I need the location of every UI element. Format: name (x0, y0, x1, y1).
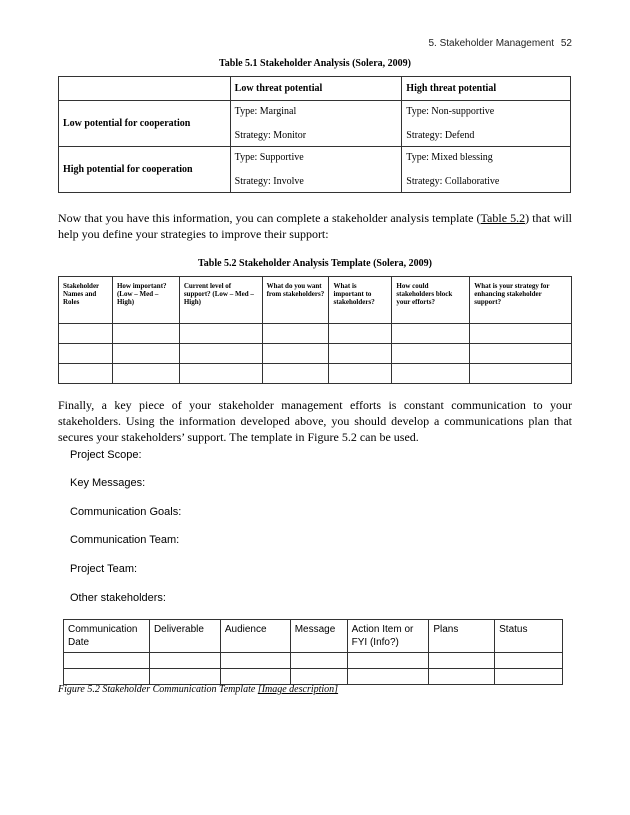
table-row (59, 364, 572, 384)
empty-cell (429, 669, 495, 685)
empty-cell (329, 364, 392, 384)
other-stakeholders-label: Other stakeholders: (70, 592, 166, 604)
empty-cell (290, 669, 347, 685)
column-header: What is your strategy for enhancing stakeholder support? (470, 277, 572, 324)
table-row (64, 653, 563, 669)
type-text: Type: Non-supportive (406, 106, 495, 117)
empty-cell (495, 653, 563, 669)
empty-cell (112, 324, 179, 344)
communication-goals-label: Communication Goals: (70, 506, 182, 518)
column-header: What is important to stakeholders? (329, 277, 392, 324)
column-header: Action Item or FYI (Info?) (347, 620, 429, 653)
empty-cell (347, 669, 429, 685)
page-number: 52 (560, 38, 572, 49)
empty-cell (220, 669, 290, 685)
chapter-title: 5. Stakeholder Management (428, 38, 555, 49)
table-cell (230, 147, 402, 193)
empty-cell (470, 324, 572, 344)
empty-cell (179, 364, 262, 384)
column-header: Communication Date (64, 620, 150, 653)
project-scope-label: Project Scope: (70, 449, 142, 461)
para-text: Now that you have this information, you can complete a stakeholder analysis template ( (58, 211, 481, 225)
column-header: Deliverable (149, 620, 220, 653)
figure-caption (58, 684, 338, 695)
communication-paragraph: Finally, a key piece of your stakeholder management efforts is constant communication to your stakeholders. Using the information developed above, you should develop a communications plan that secures your stakeholders’ support. The template in Figure 5.2 can be used. (58, 398, 572, 444)
table-row (64, 669, 563, 685)
column-header: High threat potential (402, 77, 571, 101)
column-header: Message (290, 620, 347, 653)
empty-cell (262, 324, 329, 344)
running-header (428, 38, 572, 49)
column-header: What do you want from stakeholders? (262, 277, 329, 324)
column-header: Audience (220, 620, 290, 653)
figure-caption-text: Figure 5.2 Stakeholder Communication Template (58, 684, 256, 695)
key-messages-label: Key Messages: (70, 477, 146, 489)
row-header: Low potential for cooperation (59, 101, 231, 147)
empty-cell (329, 344, 392, 364)
communication-team-label: Communication Team: (70, 534, 180, 546)
column-header: How could stakeholders block your efforts? (392, 277, 470, 324)
table-cell (402, 101, 571, 147)
table-row (59, 147, 571, 193)
empty-cell (59, 324, 113, 344)
type-text: Type: Mixed blessing (406, 152, 493, 163)
empty-cell (329, 324, 392, 344)
table-cell (402, 147, 571, 193)
table-5-2-caption: Table 5.2 Stakeholder Analysis Template (Solera, 2009) (198, 258, 432, 269)
empty-cell (262, 344, 329, 364)
empty-cell (112, 344, 179, 364)
column-header: How important? (Low – Med – High) (112, 277, 179, 324)
empty-cell (470, 344, 572, 364)
empty-cell (347, 653, 429, 669)
empty-cell (149, 653, 220, 669)
table-row (59, 344, 572, 364)
image-description-link[interactable]: [Image description] (257, 684, 339, 695)
empty-cell (59, 364, 113, 384)
empty-cell (290, 653, 347, 669)
type-text: Type: Supportive (234, 152, 304, 163)
communication-template-table (63, 619, 563, 685)
column-header: Stakeholder Names and Roles (59, 277, 113, 324)
table-header-row (59, 77, 571, 101)
empty-cell (220, 653, 290, 669)
strategy-text: Strategy: Collaborative (406, 176, 500, 187)
empty-cell (429, 653, 495, 669)
empty-cell (64, 669, 150, 685)
strategy-text: Strategy: Involve (234, 176, 304, 187)
empty-cell (262, 364, 329, 384)
project-team-label: Project Team: (70, 563, 138, 575)
stakeholder-template-table (58, 276, 572, 384)
empty-cell (392, 324, 470, 344)
column-header: Low threat potential (230, 77, 402, 101)
para-text: ) that will help you define your strategies to improve their support: (58, 211, 573, 241)
table-cell (230, 101, 402, 147)
strategy-text: Strategy: Defend (406, 130, 475, 141)
stakeholder-analysis-table (58, 76, 571, 193)
table-5-1-caption: Table 5.1 Stakeholder Analysis (Solera, 2009) (219, 58, 411, 69)
empty-cell (149, 669, 220, 685)
intro-paragraph (58, 210, 572, 242)
column-header: Plans (429, 620, 495, 653)
strategy-text: Strategy: Monitor (234, 130, 307, 141)
empty-cell (495, 669, 563, 685)
table-header-row (64, 620, 563, 653)
table-header-row (59, 277, 572, 324)
table-row (59, 101, 571, 147)
empty-cell (64, 653, 150, 669)
row-header: High potential for cooperation (59, 147, 231, 193)
empty-cell (112, 364, 179, 384)
column-header: Status (495, 620, 563, 653)
table-5-2-link[interactable]: Table 5.2 (480, 211, 526, 225)
type-text: Type: Marginal (234, 106, 297, 117)
table-row (59, 324, 572, 344)
empty-cell (392, 364, 470, 384)
empty-cell (179, 344, 262, 364)
empty-cell (59, 344, 113, 364)
empty-cell (470, 364, 572, 384)
empty-cell (179, 324, 262, 344)
empty-cell (392, 344, 470, 364)
column-header: Current level of support? (Low – Med – High) (179, 277, 262, 324)
corner-cell (59, 77, 231, 101)
